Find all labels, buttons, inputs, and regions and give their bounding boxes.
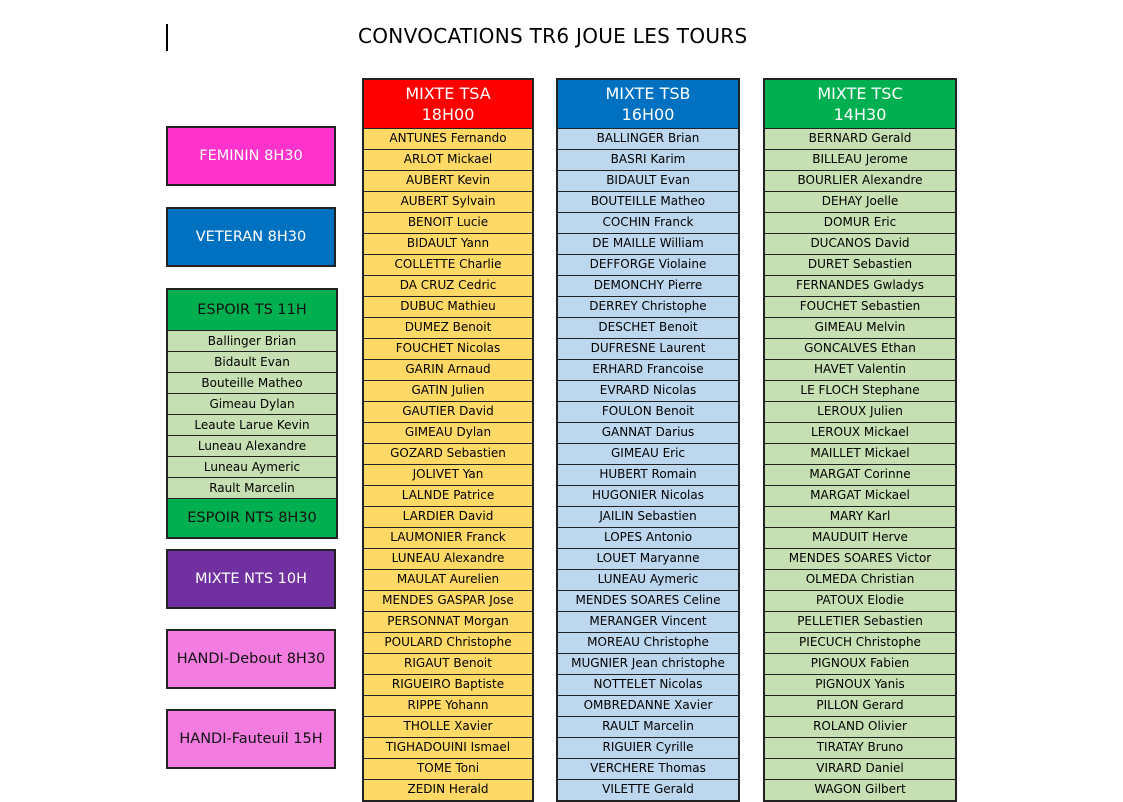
table-row: GOZARD Sebastien — [364, 444, 532, 465]
espoir-group — [166, 288, 338, 539]
table-row: GAUTIER David — [364, 402, 532, 423]
table-row: COLLETTE Charlie — [364, 255, 532, 276]
handi-debout-box: HANDI-Debout 8H30 — [166, 629, 336, 689]
table-row: LUNEAU Aymeric — [558, 570, 738, 591]
mixte-tsc-column — [763, 78, 957, 802]
table-row: RIGUIER Cyrille — [558, 738, 738, 759]
table-row: COCHIN Franck — [558, 213, 738, 234]
table-row: DUMEZ Benoit — [364, 318, 532, 339]
mixte-tsa-header — [364, 80, 532, 129]
table-row: LUNEAU Alexandre — [364, 549, 532, 570]
table-row: DEFFORGE Violaine — [558, 255, 738, 276]
list-item: Rault Marcelin — [168, 478, 336, 499]
table-row: MAILLET Mickael — [765, 444, 955, 465]
table-row: POULARD Christophe — [364, 633, 532, 654]
table-row: FOUCHET Sebastien — [765, 297, 955, 318]
table-row: BENOIT Lucie — [364, 213, 532, 234]
table-row: HUGONIER Nicolas — [558, 486, 738, 507]
table-row: GARIN Arnaud — [364, 360, 532, 381]
table-row: HUBERT Romain — [558, 465, 738, 486]
column-title: MIXTE TSB — [605, 84, 691, 103]
table-row: DA CRUZ Cedric — [364, 276, 532, 297]
table-row: RIGAUT Benoit — [364, 654, 532, 675]
table-row: LOUET Maryanne — [558, 549, 738, 570]
table-row: FOUCHET Nicolas — [364, 339, 532, 360]
table-row: MARY Karl — [765, 507, 955, 528]
espoir-ts-header: ESPOIR TS 11H — [168, 290, 336, 331]
table-row: GIMEAU Eric — [558, 444, 738, 465]
list-item: Bidault Evan — [168, 352, 336, 373]
column-time: 18H00 — [421, 105, 475, 124]
table-row: MOREAU Christophe — [558, 633, 738, 654]
table-row: ANTUNES Fernando — [364, 129, 532, 150]
table-row: DERREY Christophe — [558, 297, 738, 318]
list-item: Luneau Aymeric — [168, 457, 336, 478]
mixte-nts-box: MIXTE NTS 10H — [166, 549, 336, 609]
espoir-nts-header: ESPOIR NTS 8H30 — [168, 499, 336, 537]
column-title: MIXTE TSA — [405, 84, 491, 103]
table-row: PERSONNAT Morgan — [364, 612, 532, 633]
table-row: LAUMONIER Franck — [364, 528, 532, 549]
table-row: OMBREDANNE Xavier — [558, 696, 738, 717]
table-row: DOMUR Eric — [765, 213, 955, 234]
table-row: PILLON Gerard — [765, 696, 955, 717]
mixte-tsa-column — [362, 78, 534, 802]
page-title: CONVOCATIONS TR6 JOUE LES TOURS — [358, 24, 748, 48]
table-row: OLMEDA Christian — [765, 570, 955, 591]
table-row: LE FLOCH Stephane — [765, 381, 955, 402]
table-row: LEROUX Julien — [765, 402, 955, 423]
table-row: JAILIN Sebastien — [558, 507, 738, 528]
column-time: 14H30 — [833, 105, 887, 124]
table-row: DUFRESNE Laurent — [558, 339, 738, 360]
table-row: DEHAY Joelle — [765, 192, 955, 213]
table-row: LOPES Antonio — [558, 528, 738, 549]
table-row: BOUTEILLE Matheo — [558, 192, 738, 213]
table-row: MENDES SOARES Celine — [558, 591, 738, 612]
table-row: DUCANOS David — [765, 234, 955, 255]
column-time: 16H00 — [621, 105, 675, 124]
veteran-box: VETERAN 8H30 — [166, 207, 336, 267]
table-row: RIGUEIRO Baptiste — [364, 675, 532, 696]
list-item: Leaute Larue Kevin — [168, 415, 336, 436]
table-row: TOME Toni — [364, 759, 532, 780]
table-row: DEMONCHY Pierre — [558, 276, 738, 297]
table-row: LALNDE Patrice — [364, 486, 532, 507]
table-row: TIGHADOUINI Ismael — [364, 738, 532, 759]
table-row: RAULT Marcelin — [558, 717, 738, 738]
table-row: FOULON Benoit — [558, 402, 738, 423]
table-row: PIECUCH Christophe — [765, 633, 955, 654]
table-row: MAUDUIT Herve — [765, 528, 955, 549]
table-row: TIRATAY Bruno — [765, 738, 955, 759]
table-row: EVRARD Nicolas — [558, 381, 738, 402]
table-row: BIDAULT Yann — [364, 234, 532, 255]
table-row: DUBUC Mathieu — [364, 297, 532, 318]
table-row: DE MAILLE William — [558, 234, 738, 255]
text-cursor — [166, 24, 168, 51]
feminin-box: FEMININ 8H30 — [166, 126, 336, 186]
table-row: WAGON Gilbert — [765, 780, 955, 800]
table-row: AUBERT Sylvain — [364, 192, 532, 213]
table-row: PIGNOUX Fabien — [765, 654, 955, 675]
table-row: GANNAT Darius — [558, 423, 738, 444]
list-item: Bouteille Matheo — [168, 373, 336, 394]
table-row: MENDES SOARES Victor — [765, 549, 955, 570]
table-row: BIDAULT Evan — [558, 171, 738, 192]
table-row: VILETTE Gerald — [558, 780, 738, 800]
table-row: MARGAT Mickael — [765, 486, 955, 507]
table-row: BASRI Karim — [558, 150, 738, 171]
table-row: FERNANDES Gwladys — [765, 276, 955, 297]
table-row: GONCALVES Ethan — [765, 339, 955, 360]
table-row: BILLEAU Jerome — [765, 150, 955, 171]
mixte-tsb-header — [558, 80, 738, 129]
mixte-tsc-header — [765, 80, 955, 129]
table-row: GATIN Julien — [364, 381, 532, 402]
table-row: PATOUX Elodie — [765, 591, 955, 612]
table-row: LARDIER David — [364, 507, 532, 528]
table-row: HAVET Valentin — [765, 360, 955, 381]
table-row: ARLOT Mickael — [364, 150, 532, 171]
espoir-ts-list — [168, 331, 336, 499]
table-row: VIRARD Daniel — [765, 759, 955, 780]
table-row: BALLINGER Brian — [558, 129, 738, 150]
table-row: THOLLE Xavier — [364, 717, 532, 738]
table-row: LEROUX Mickael — [765, 423, 955, 444]
table-row: MARGAT Corinne — [765, 465, 955, 486]
table-row: MERANGER Vincent — [558, 612, 738, 633]
list-item: Gimeau Dylan — [168, 394, 336, 415]
table-row: BOURLIER Alexandre — [765, 171, 955, 192]
table-row: MENDES GASPAR Jose — [364, 591, 532, 612]
column-title: MIXTE TSC — [817, 84, 903, 103]
table-row: VERCHERE Thomas — [558, 759, 738, 780]
table-row: GIMEAU Dylan — [364, 423, 532, 444]
table-row: BERNARD Gerald — [765, 129, 955, 150]
handi-fauteuil-box: HANDI-Fauteuil 15H — [166, 709, 336, 769]
table-row: ROLAND Olivier — [765, 717, 955, 738]
table-row: MAULAT Aurelien — [364, 570, 532, 591]
table-row: ZEDIN Herald — [364, 780, 532, 800]
table-row: ERHARD Francoise — [558, 360, 738, 381]
table-row: RIPPE Yohann — [364, 696, 532, 717]
table-row: PIGNOUX Yanis — [765, 675, 955, 696]
table-row: AUBERT Kevin — [364, 171, 532, 192]
mixte-tsb-column — [556, 78, 740, 802]
table-row: DESCHET Benoit — [558, 318, 738, 339]
table-row: GIMEAU Melvin — [765, 318, 955, 339]
table-row: JOLIVET Yan — [364, 465, 532, 486]
list-item: Luneau Alexandre — [168, 436, 336, 457]
table-row: PELLETIER Sebastien — [765, 612, 955, 633]
table-row: NOTTELET Nicolas — [558, 675, 738, 696]
table-row: DURET Sebastien — [765, 255, 955, 276]
list-item: Ballinger Brian — [168, 331, 336, 352]
table-row: MUGNIER Jean christophe — [558, 654, 738, 675]
